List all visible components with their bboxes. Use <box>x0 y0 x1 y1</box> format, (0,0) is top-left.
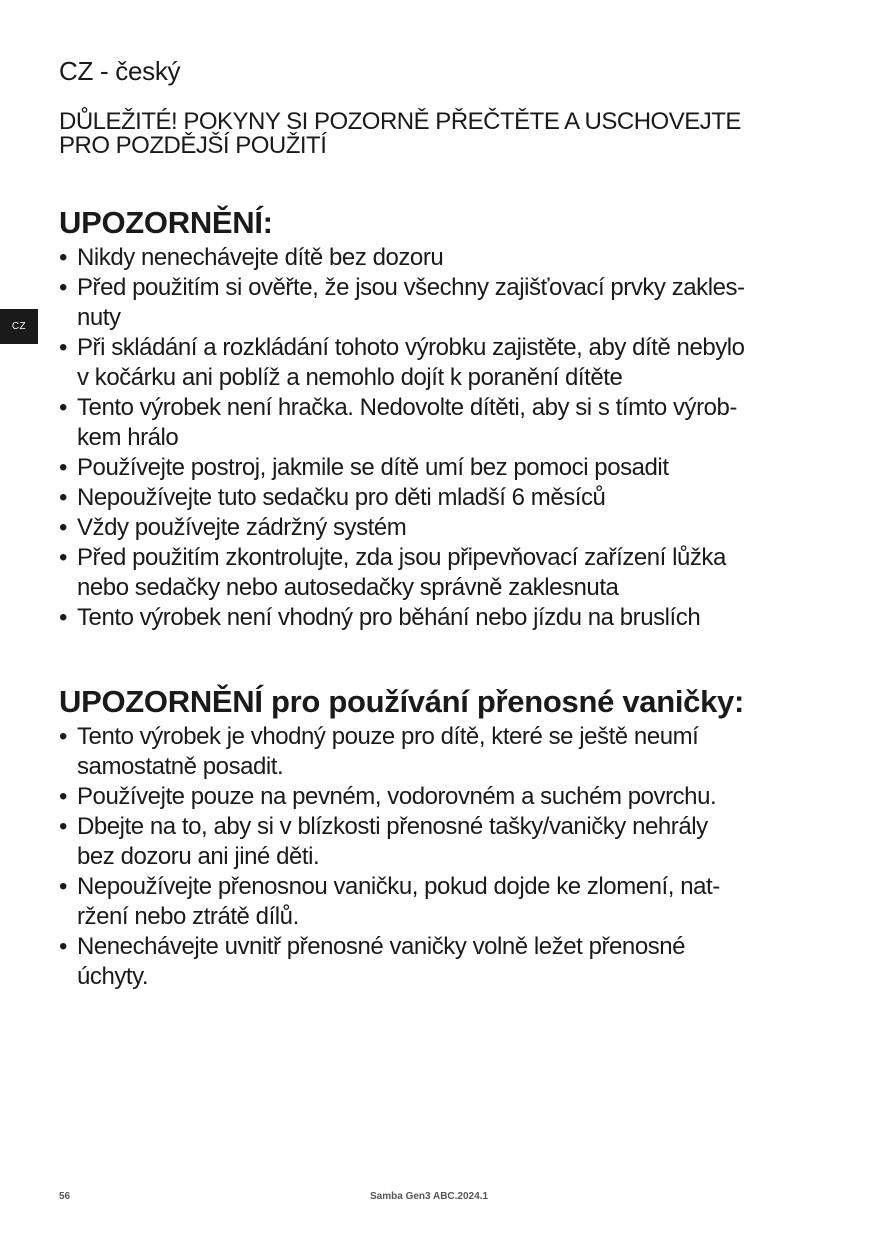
list-item-line: Před použitím si ověřte, že jsou všechny zajišťovací prvky zakles- <box>77 274 745 301</box>
carrycot-warnings-list <box>59 722 829 992</box>
language-title: CZ - český <box>59 56 181 86</box>
list-item <box>59 453 829 483</box>
list-item-line: Při skládání a rozkládání tohoto výrobku zajistěte, aby dítě nebylo <box>77 334 745 361</box>
list-item-line: Před použitím zkontrolujte, zda jsou připevňovací zařízení lůžka <box>77 544 726 571</box>
list-item-line: Používejte pouze na pevném, vodorovném a suchém povrchu. <box>77 783 717 810</box>
bullet-icon: • <box>59 484 67 511</box>
bullet-icon: • <box>59 604 67 631</box>
language-side-tab: CZ <box>0 309 38 344</box>
bullet-icon: • <box>59 783 67 810</box>
list-item-line: Nepoužívejte tuto sedačku pro děti mladší 6 měsíců <box>77 484 606 511</box>
list-item <box>59 543 829 603</box>
list-item-line: Nikdy nenechávejte dítě bez dozoru <box>77 244 444 271</box>
bullet-icon: • <box>59 334 67 361</box>
bullet-icon: • <box>59 873 67 900</box>
list-item-line: úchyty. <box>77 963 149 990</box>
bullet-icon: • <box>59 274 67 301</box>
important-notice-line: DŮLEŽITÉ! POKYNY SI POZORNĚ PŘEČTĚTE A USCHOVEJTE <box>59 108 741 135</box>
list-item <box>59 333 829 393</box>
list-item <box>59 932 829 992</box>
bullet-icon: • <box>59 514 67 541</box>
list-item-line: Tento výrobek není vhodný pro běhání nebo jízdu na bruslích <box>77 604 701 631</box>
bullet-icon: • <box>59 544 67 571</box>
warnings-list <box>59 243 829 633</box>
bullet-icon: • <box>59 454 67 481</box>
carrycot-warnings-section <box>59 684 829 992</box>
bullet-icon: • <box>59 933 67 960</box>
carrycot-warnings-heading: UPOZORNĚNÍ pro používání přenosné vaničky: <box>59 684 745 719</box>
list-item-line: Nenechávejte uvnitř přenosné vaničky volně ležet přenosné <box>77 933 686 960</box>
page-number: 56 <box>59 1191 71 1202</box>
bullet-icon: • <box>59 244 67 271</box>
bullet-icon: • <box>59 723 67 750</box>
list-item <box>59 513 829 543</box>
list-item <box>59 872 829 932</box>
list-item-line: nuty <box>77 304 121 331</box>
list-item-line: samostatně posadit. <box>77 753 284 780</box>
list-item-line: nebo sedačky nebo autosedačky správně zaklesnuta <box>77 574 619 601</box>
list-item-line: kem hrálo <box>77 424 179 451</box>
list-item <box>59 273 829 333</box>
list-item <box>59 812 829 872</box>
list-item <box>59 243 829 273</box>
bullet-icon: • <box>59 813 67 840</box>
list-item-line: Tento výrobek není hračka. Nedovolte dítěti, aby si s tímto výrob- <box>77 394 737 421</box>
list-item-line: Používejte postroj, jakmile se dítě umí bez pomoci posadit <box>77 454 669 481</box>
list-item-line: Dbejte na to, aby si v blízkosti přenosné tašky/vaničky nehrály <box>77 813 708 840</box>
warnings-heading: UPOZORNĚNÍ: <box>59 205 273 240</box>
document-id: Samba Gen3 ABC.2024.1 <box>370 1191 489 1202</box>
list-item <box>59 603 829 633</box>
warnings-section <box>59 205 829 633</box>
bullet-icon: • <box>59 394 67 421</box>
list-item-line: ržení nebo ztrátě dílů. <box>77 903 299 930</box>
list-item <box>59 722 829 782</box>
list-item-line: Nepoužívejte přenosnou vaničku, pokud dojde ke zlomení, nat- <box>77 873 720 900</box>
list-item-line: Vždy používejte zádržný systém <box>77 514 407 541</box>
list-item <box>59 483 829 513</box>
list-item-line: Tento výrobek je vhodný pouze pro dítě, které se ještě neumí <box>77 723 699 750</box>
important-notice <box>59 110 819 158</box>
list-item-line: v kočárku ani poblíž a nemohlo dojít k poranění dítěte <box>77 364 623 391</box>
list-item <box>59 782 829 812</box>
list-item <box>59 393 829 453</box>
important-notice-line: PRO POZDĚJŠÍ POUŽITÍ <box>59 132 327 159</box>
list-item-line: bez dozoru ani jiné děti. <box>77 843 320 870</box>
